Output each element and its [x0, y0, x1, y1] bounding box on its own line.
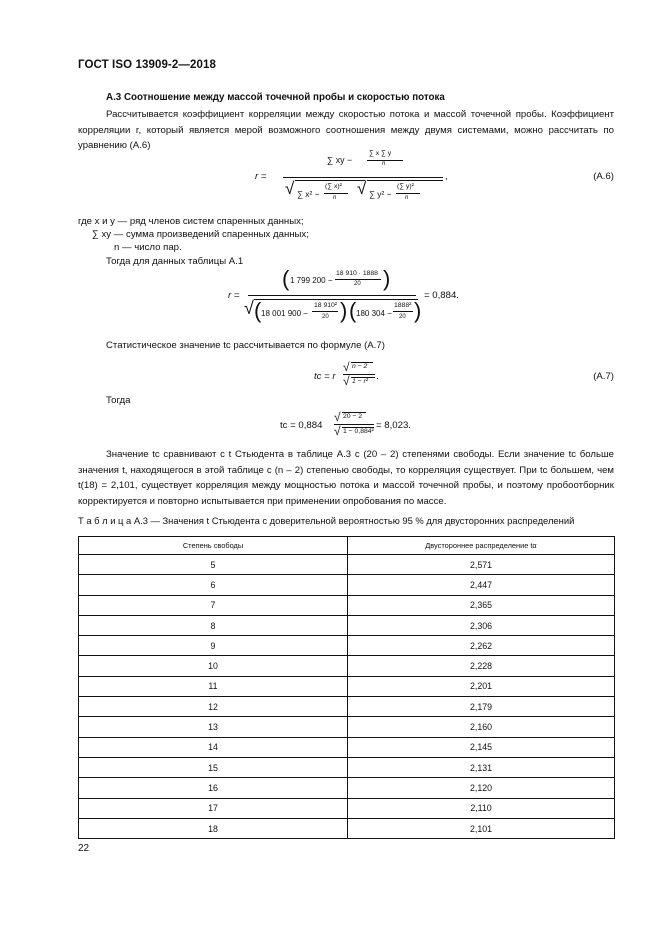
eq-a6-sqrt-1-bar [295, 180, 365, 181]
cell-t-value: 2,365 [348, 595, 615, 615]
eq-rcalc-den-inner-bar-2 [393, 311, 413, 312]
equation-a6 [255, 150, 455, 210]
eq-a7-dot: . [376, 371, 379, 382]
comparison-paragraph: Значение tc сравнивают с t Стьюдента в таблице А.3 с (20 – 2) степенями свободы. Если значение tc больше значения t, находящегося в этой таблице с (n – 2) степенью свободы, то корреляция существует. При tc большем, чем t(18) = 2,101, существует корреляция между мощностью потока и массой точечной пробы, и поэтому пробоотборник корректируется и повторно испытывается при применении опробования по массе. [78, 449, 614, 507]
eq-a7-lhs: tc = r [314, 371, 336, 382]
cell-t-value: 2,120 [348, 778, 615, 798]
page-number: 22 [78, 843, 90, 854]
where-line-1: где x и y — ряд членов систем спаренных данных; [78, 216, 304, 227]
eq-a6-sum-x-sq: (∑ x)² [325, 183, 342, 190]
cell-t-value: 2,447 [348, 575, 615, 595]
cell-t-value: 2,145 [348, 737, 615, 757]
eq-rcalc-paren-close-3: ) [414, 298, 422, 323]
eq-rcalc-main-bar [248, 295, 416, 296]
eq-a6-y-fraction-bar [396, 193, 420, 194]
eq-a6-main-fraction-bar [283, 177, 443, 178]
eq-a6-sum-xy: ∑ xy − [327, 155, 353, 165]
cell-degrees-of-freedom: 12 [79, 697, 348, 717]
table-row [79, 717, 615, 737]
cell-t-value: 2,160 [348, 717, 615, 737]
cell-t-value: 2,179 [348, 697, 615, 717]
eq-a6-sum-y-sq: (∑ y)² [397, 183, 414, 190]
eq-a6-n-3: n [405, 195, 409, 201]
cell-degrees-of-freedom: 6 [79, 575, 348, 595]
eq-rcalc-num-inner-bar [335, 279, 381, 280]
table-row [79, 575, 615, 595]
col-header-two-sided-distribution: Двустороннее распределение tα [348, 537, 615, 555]
table-row [79, 778, 615, 798]
eq-rcalc-den-d: 180 304 − [356, 309, 392, 318]
then-label: Тогда [106, 395, 131, 406]
eq-a6-n-2: n [333, 195, 337, 201]
eq-a7-sqrt-den-icon: √ [343, 374, 350, 388]
cell-t-value: 2,262 [348, 636, 615, 656]
table-row [79, 818, 615, 838]
table-row [79, 615, 615, 635]
equation-r-calc [228, 268, 498, 330]
equation-a6-number: (А.6) [593, 171, 614, 182]
eq-a6-sqrt-2-icon: √ [357, 179, 367, 198]
table-row [79, 737, 615, 757]
cell-degrees-of-freedom: 18 [79, 818, 348, 838]
table-row [79, 757, 615, 777]
eq-tccalc-result: = 8,023. [376, 420, 411, 431]
table-row [79, 656, 615, 676]
eq-a6-sqrt-2-bar [367, 180, 443, 181]
eq-a6-sum-x-sum-y: ∑ x ∑ y [369, 150, 392, 157]
equation-a7 [314, 360, 404, 392]
eq-rcalc-paren-close-1: ) [383, 266, 391, 291]
eq-a6-sum-y2: ∑ y² − [369, 189, 392, 199]
tc-intro: Статистическое значение tc рассчитывается по формуле (А.7) [106, 340, 385, 351]
cell-degrees-of-freedom: 5 [79, 555, 348, 575]
eq-rcalc-den-e: 1888² [394, 302, 412, 309]
eq-a7-den: 1 − r² [352, 378, 369, 385]
eq-tccalc-sqrt-num-icon: √ [334, 410, 341, 424]
eq-rcalc-sqrt-icon: √ [244, 298, 254, 318]
cell-degrees-of-freedom: 9 [79, 636, 348, 656]
table-row [79, 697, 615, 717]
eq-rcalc-paren-open-1: ( [282, 266, 290, 291]
eq-rcalc-lhs: r = [228, 290, 240, 301]
eq-rcalc-sqrt-bar [254, 299, 418, 300]
eq-a6-sum-x2: ∑ x² − [297, 189, 320, 199]
equation-tc-calc [280, 410, 430, 442]
table-row [79, 636, 615, 656]
eq-tccalc-sqrt-den-icon: √ [334, 424, 341, 438]
eq-rcalc-num-b: 18 910 · 1888 [336, 270, 378, 277]
cell-degrees-of-freedom: 7 [79, 595, 348, 615]
col-header-degrees-of-freedom: Степень свободы [79, 537, 348, 555]
section-title: А.3 Соотношение между массой точечной пробы и скоростью потока [106, 92, 445, 103]
cell-degrees-of-freedom: 13 [79, 717, 348, 737]
eq-rcalc-den-b: 18 910² [314, 302, 338, 309]
where-line-4: Тогда для данных таблицы А.1 [106, 256, 244, 267]
where-line-3: n — число пар. [114, 242, 182, 253]
table-header-row [79, 537, 615, 555]
eq-a7-num: n − 2 [352, 363, 368, 370]
table-row [79, 798, 615, 818]
eq-tccalc-lhs: tc = 0,884 [280, 420, 323, 431]
table-row [79, 595, 615, 615]
cell-t-value: 2,110 [348, 798, 615, 818]
eq-rcalc-paren-open-3: ( [349, 298, 357, 323]
eq-a6-n-1: n [382, 161, 386, 167]
cell-degrees-of-freedom: 10 [79, 656, 348, 676]
cell-t-value: 2,306 [348, 615, 615, 635]
cell-degrees-of-freedom: 15 [79, 757, 348, 777]
eq-tccalc-den: 1 − 0,884² [343, 428, 374, 435]
eq-rcalc-den-f: 20 [399, 314, 406, 320]
cell-degrees-of-freedom: 8 [79, 615, 348, 635]
table-caption: Т а б л и ц а А.3 — Значения t Стьюдента с доверительной вероятностью 95 % для двусторонних распределений [78, 515, 575, 526]
document-header: ГОСТ ISO 13909-2—2018 [78, 59, 216, 71]
cell-t-value: 2,131 [348, 757, 615, 777]
eq-rcalc-paren-open-2: ( [254, 298, 262, 323]
eq-rcalc-den-a: 18 001 900 − [261, 309, 308, 318]
cell-t-value: 2,228 [348, 656, 615, 676]
eq-rcalc-den-c: 20 [322, 314, 329, 320]
eq-a6-lhs: r = [255, 171, 267, 182]
eq-rcalc-num-a: 1 799 200 − [290, 276, 333, 285]
eq-rcalc-den-inner-bar-1 [312, 311, 338, 312]
eq-a6-sqrt-1-icon: √ [285, 179, 295, 198]
eq-a6-x-fraction-bar [324, 193, 348, 194]
eq-a7-sqrt-num-icon: √ [343, 360, 350, 374]
cell-degrees-of-freedom: 11 [79, 676, 348, 696]
cell-t-value: 2,101 [348, 818, 615, 838]
eq-tccalc-num: 20 − 2 [343, 413, 363, 420]
cell-degrees-of-freedom: 14 [79, 737, 348, 757]
cell-t-value: 2,201 [348, 676, 615, 696]
cell-t-value: 2,571 [348, 555, 615, 575]
cell-degrees-of-freedom: 17 [79, 798, 348, 818]
equation-a7-number: (А.7) [593, 371, 614, 382]
eq-rcalc-paren-close-2: ) [340, 298, 348, 323]
eq-rcalc-result: = 0,884. [424, 290, 459, 301]
student-t-table [78, 536, 615, 839]
table-row [79, 676, 615, 696]
table-row [79, 555, 615, 575]
where-line-2: ∑ xy — сумма произведений спаренных данных; [92, 229, 309, 240]
eq-rcalc-num-c: 20 [354, 281, 361, 287]
cell-degrees-of-freedom: 16 [79, 778, 348, 798]
eq-a6-comma: , [445, 171, 448, 182]
intro-paragraph: Рассчитывается коэффициент корреляции между скоростью потока и массой точечной пробы. Коэффициент корреляции r, который является мерой возможного соотношения между двумя системами, можно рассчитать по уравнению (А.6) [78, 109, 614, 152]
